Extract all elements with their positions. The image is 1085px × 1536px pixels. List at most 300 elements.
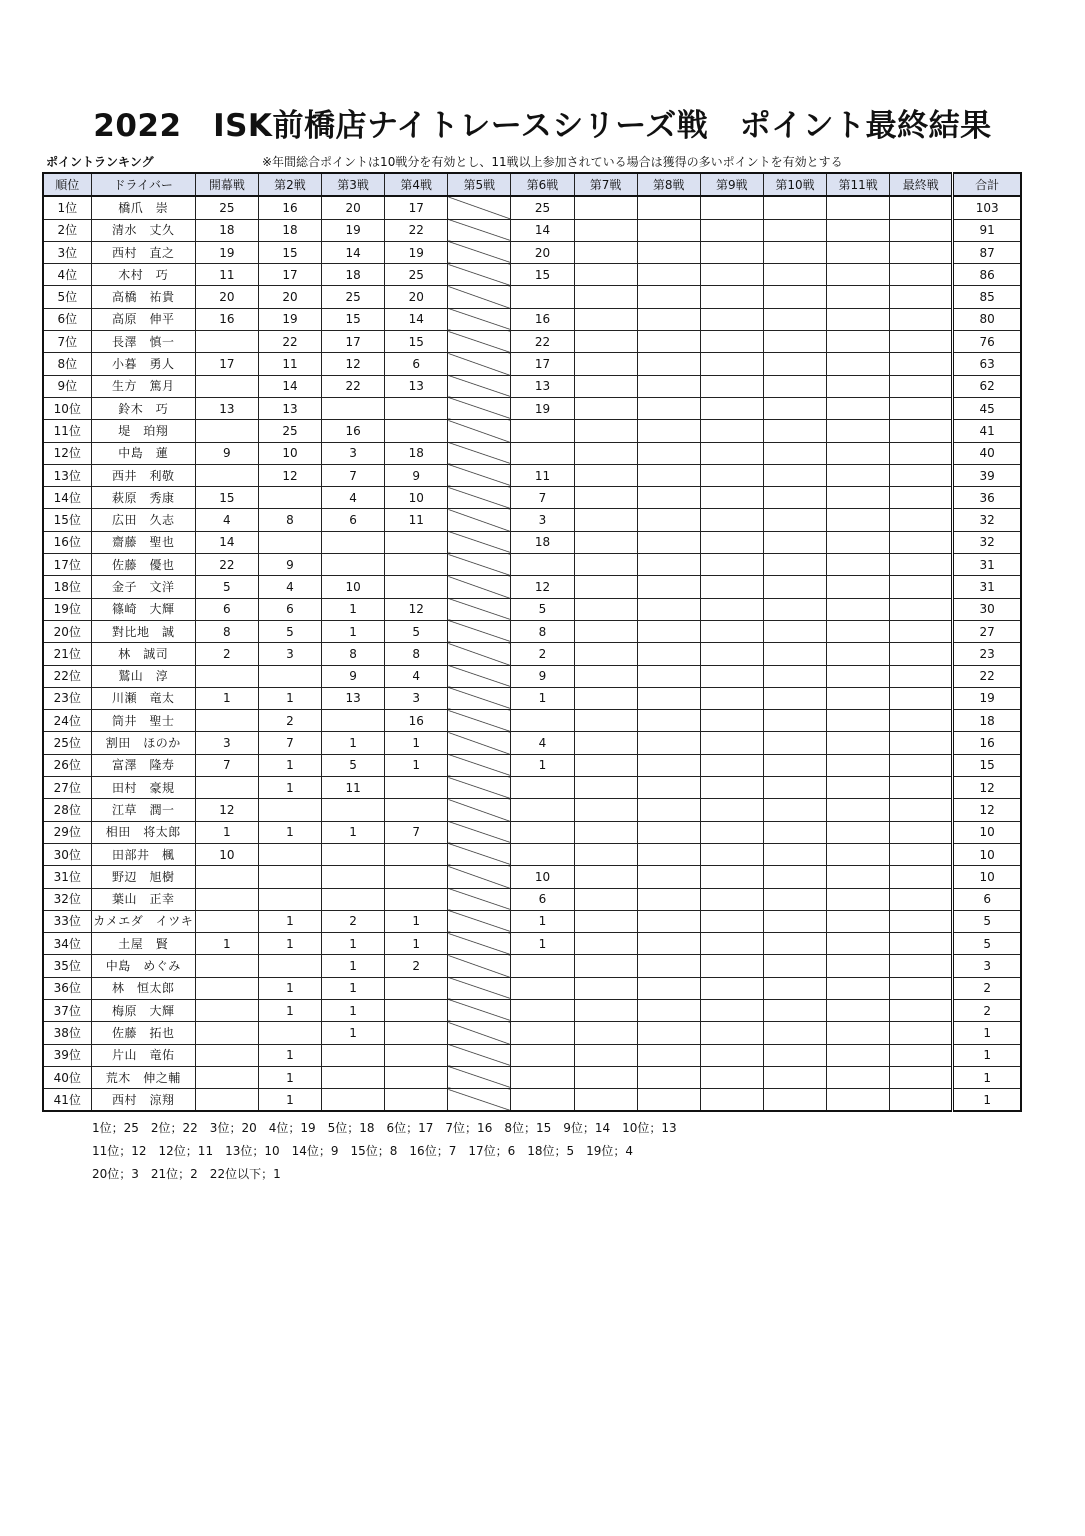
driver-name-cell: 鈴木 巧 <box>91 397 195 419</box>
rank-cell: 30位 <box>43 843 91 865</box>
race-5-cancelled-cell <box>448 665 511 687</box>
total-cell: 62 <box>953 375 1021 397</box>
points-cell <box>195 464 258 486</box>
points-cell <box>637 375 700 397</box>
points-cell <box>511 286 574 308</box>
total-cell: 39 <box>953 464 1021 486</box>
points-cell <box>890 710 953 732</box>
points-cell <box>700 955 763 977</box>
points-cell: 1 <box>258 977 321 999</box>
points-cell <box>700 375 763 397</box>
points-cell <box>827 933 890 955</box>
header-driver: ドライバー <box>91 173 195 196</box>
total-cell: 16 <box>953 732 1021 754</box>
points-cell <box>827 821 890 843</box>
points-cell <box>195 420 258 442</box>
points-cell <box>890 866 953 888</box>
points-cell <box>890 196 953 219</box>
points-cell: 8 <box>195 620 258 642</box>
table-row <box>43 196 1021 219</box>
points-cell: 6 <box>195 598 258 620</box>
points-cell <box>195 1066 258 1088</box>
table-row <box>43 665 1021 687</box>
points-cell <box>890 1066 953 1088</box>
points-cell <box>637 353 700 375</box>
driver-name-cell: 堤 珀翔 <box>91 420 195 442</box>
points-cell: 1 <box>258 754 321 776</box>
points-cell <box>827 843 890 865</box>
driver-name-cell: 片山 竜佑 <box>91 1044 195 1066</box>
points-cell <box>763 1089 826 1112</box>
table-row <box>43 353 1021 375</box>
table-row <box>43 286 1021 308</box>
points-cell <box>637 598 700 620</box>
points-cell <box>700 687 763 709</box>
total-cell: 27 <box>953 620 1021 642</box>
points-cell: 2 <box>511 643 574 665</box>
points-cell <box>700 977 763 999</box>
points-cell <box>763 286 826 308</box>
points-cell <box>890 732 953 754</box>
points-cell: 11 <box>511 464 574 486</box>
rank-cell: 18位 <box>43 576 91 598</box>
race-5-cancelled-cell <box>448 1044 511 1066</box>
points-cell <box>258 665 321 687</box>
points-cell <box>700 219 763 241</box>
table-row <box>43 397 1021 419</box>
points-cell <box>195 710 258 732</box>
points-cell <box>574 487 637 509</box>
points-cell <box>322 531 385 553</box>
rank-cell: 32位 <box>43 888 91 910</box>
points-cell <box>827 264 890 286</box>
points-cell: 6 <box>322 509 385 531</box>
points-cell <box>637 464 700 486</box>
points-cell <box>574 843 637 865</box>
points-cell <box>385 531 448 553</box>
table-row <box>43 264 1021 286</box>
points-cell <box>890 888 953 910</box>
points-cell <box>511 442 574 464</box>
rank-cell: 14位 <box>43 487 91 509</box>
points-cell <box>890 442 953 464</box>
points-cell <box>385 977 448 999</box>
points-cell <box>763 821 826 843</box>
points-cell: 16 <box>385 710 448 732</box>
table-row <box>43 219 1021 241</box>
points-cell: 16 <box>258 196 321 219</box>
points-cell <box>700 598 763 620</box>
points-cell: 18 <box>322 264 385 286</box>
rank-cell: 19位 <box>43 598 91 620</box>
points-cell <box>385 999 448 1021</box>
points-cell: 15 <box>385 331 448 353</box>
points-cell: 2 <box>258 710 321 732</box>
total-cell: 12 <box>953 777 1021 799</box>
table-row <box>43 487 1021 509</box>
rank-cell: 5位 <box>43 286 91 308</box>
points-cell <box>574 598 637 620</box>
driver-name-cell: 葉山 正幸 <box>91 888 195 910</box>
race-5-cancelled-cell <box>448 888 511 910</box>
driver-name-cell: 小暮 勇人 <box>91 353 195 375</box>
table-row <box>43 375 1021 397</box>
rank-cell: 15位 <box>43 509 91 531</box>
points-cell: 3 <box>511 509 574 531</box>
points-cell <box>637 910 700 932</box>
points-cell: 25 <box>385 264 448 286</box>
rank-cell: 6位 <box>43 308 91 330</box>
points-cell: 19 <box>511 397 574 419</box>
points-cell <box>637 1089 700 1112</box>
total-cell: 63 <box>953 353 1021 375</box>
points-cell: 18 <box>511 531 574 553</box>
points-cell <box>574 509 637 531</box>
points-cell <box>637 286 700 308</box>
points-cell <box>763 331 826 353</box>
points-legend-line-3: 20位；3 21位；2 22位以下；1 <box>92 1167 281 1181</box>
points-cell: 4 <box>511 732 574 754</box>
race-5-cancelled-cell <box>448 331 511 353</box>
points-cell <box>385 1089 448 1112</box>
table-row <box>43 687 1021 709</box>
points-cell: 5 <box>258 620 321 642</box>
points-cell: 17 <box>511 353 574 375</box>
points-cell <box>511 1044 574 1066</box>
points-cell <box>700 910 763 932</box>
points-cell: 25 <box>195 196 258 219</box>
driver-name-cell: 木村 巧 <box>91 264 195 286</box>
total-cell: 40 <box>953 442 1021 464</box>
points-cell: 11 <box>258 353 321 375</box>
points-cell <box>385 420 448 442</box>
points-cell <box>637 955 700 977</box>
points-cell <box>890 241 953 263</box>
points-cell: 13 <box>195 397 258 419</box>
total-cell: 1 <box>953 1022 1021 1044</box>
points-cell <box>700 710 763 732</box>
points-cell <box>827 420 890 442</box>
table-row <box>43 977 1021 999</box>
points-cell <box>637 554 700 576</box>
points-cell <box>322 397 385 419</box>
points-cell <box>637 196 700 219</box>
points-cell <box>827 977 890 999</box>
points-cell: 2 <box>195 643 258 665</box>
race-5-cancelled-cell <box>448 1066 511 1088</box>
header-total: 合計 <box>953 173 1021 196</box>
driver-name-cell: 川瀬 竜太 <box>91 687 195 709</box>
race-5-cancelled-cell <box>448 531 511 553</box>
total-cell: 22 <box>953 665 1021 687</box>
points-cell: 13 <box>511 375 574 397</box>
points-cell <box>700 799 763 821</box>
points-cell: 9 <box>258 554 321 576</box>
points-cell <box>827 1066 890 1088</box>
points-cell <box>637 1044 700 1066</box>
points-cell: 14 <box>385 308 448 330</box>
total-cell: 18 <box>953 710 1021 732</box>
points-cell <box>637 308 700 330</box>
points-cell <box>258 1022 321 1044</box>
table-row <box>43 620 1021 642</box>
points-cell <box>827 1044 890 1066</box>
race-5-cancelled-cell <box>448 777 511 799</box>
points-cell <box>700 732 763 754</box>
race-5-cancelled-cell <box>448 643 511 665</box>
total-cell: 76 <box>953 331 1021 353</box>
header-race-1: 開幕戦 <box>195 173 258 196</box>
points-cell <box>763 576 826 598</box>
points-cell <box>637 531 700 553</box>
points-cell <box>574 331 637 353</box>
points-cell <box>574 554 637 576</box>
driver-name-cell: 橋爪 崇 <box>91 196 195 219</box>
points-cell: 12 <box>511 576 574 598</box>
points-cell <box>258 843 321 865</box>
table-row <box>43 554 1021 576</box>
points-cell: 6 <box>511 888 574 910</box>
points-cell: 13 <box>322 687 385 709</box>
points-cell <box>827 487 890 509</box>
header-race-2: 第2戦 <box>258 173 321 196</box>
points-cell <box>195 665 258 687</box>
rank-cell: 8位 <box>43 353 91 375</box>
section-label: ポイントランキング <box>46 155 154 169</box>
points-cell: 22 <box>511 331 574 353</box>
points-cell: 13 <box>385 375 448 397</box>
points-cell: 17 <box>258 264 321 286</box>
points-cell <box>574 710 637 732</box>
table-row <box>43 331 1021 353</box>
points-cell <box>637 397 700 419</box>
points-cell <box>700 196 763 219</box>
rank-cell: 36位 <box>43 977 91 999</box>
points-cell <box>637 643 700 665</box>
points-cell <box>700 843 763 865</box>
points-cell <box>763 866 826 888</box>
points-cell <box>890 977 953 999</box>
driver-name-cell: 中島 めぐみ <box>91 955 195 977</box>
ranking-table <box>42 172 1022 1112</box>
points-cell <box>637 487 700 509</box>
driver-name-cell: 鷲山 淳 <box>91 665 195 687</box>
points-cell: 10 <box>511 866 574 888</box>
header-race-9: 第9戦 <box>700 173 763 196</box>
points-cell <box>258 888 321 910</box>
points-cell <box>827 955 890 977</box>
rank-cell: 10位 <box>43 397 91 419</box>
points-cell: 19 <box>322 219 385 241</box>
table-row <box>43 1089 1021 1112</box>
points-cell <box>890 598 953 620</box>
points-cell <box>890 554 953 576</box>
driver-name-cell: 林 誠司 <box>91 643 195 665</box>
points-cell <box>385 1066 448 1088</box>
race-5-cancelled-cell <box>448 241 511 263</box>
points-cell: 3 <box>322 442 385 464</box>
points-cell: 11 <box>385 509 448 531</box>
total-cell: 91 <box>953 219 1021 241</box>
points-cell <box>890 576 953 598</box>
points-cell <box>258 531 321 553</box>
rank-cell: 21位 <box>43 643 91 665</box>
points-cell <box>574 375 637 397</box>
table-row <box>43 308 1021 330</box>
rank-cell: 38位 <box>43 1022 91 1044</box>
points-cell: 17 <box>195 353 258 375</box>
points-cell: 14 <box>511 219 574 241</box>
points-cell <box>827 241 890 263</box>
driver-name-cell: 梅原 大輝 <box>91 999 195 1021</box>
points-cell <box>827 777 890 799</box>
total-cell: 32 <box>953 531 1021 553</box>
points-cell <box>700 1022 763 1044</box>
points-cell: 5 <box>322 754 385 776</box>
points-cell <box>574 576 637 598</box>
points-cell <box>700 777 763 799</box>
points-cell <box>890 1022 953 1044</box>
points-cell: 2 <box>385 955 448 977</box>
points-cell <box>827 509 890 531</box>
points-cell <box>700 1044 763 1066</box>
points-cell <box>890 286 953 308</box>
total-cell: 2 <box>953 999 1021 1021</box>
rank-cell: 24位 <box>43 710 91 732</box>
points-cell <box>827 442 890 464</box>
points-cell <box>195 777 258 799</box>
header-race-5: 第5戦 <box>448 173 511 196</box>
points-cell <box>763 531 826 553</box>
total-cell: 31 <box>953 576 1021 598</box>
points-cell <box>763 375 826 397</box>
points-cell: 19 <box>195 241 258 263</box>
points-cell <box>763 933 826 955</box>
points-cell <box>700 509 763 531</box>
race-5-cancelled-cell <box>448 710 511 732</box>
points-cell <box>763 843 826 865</box>
points-cell: 1 <box>258 910 321 932</box>
rank-cell: 4位 <box>43 264 91 286</box>
points-cell: 10 <box>322 576 385 598</box>
total-cell: 103 <box>953 196 1021 219</box>
points-cell <box>574 219 637 241</box>
points-cell <box>574 955 637 977</box>
points-cell: 20 <box>511 241 574 263</box>
header-rank: 順位 <box>43 173 91 196</box>
total-cell: 15 <box>953 754 1021 776</box>
total-cell: 5 <box>953 910 1021 932</box>
points-cell <box>827 464 890 486</box>
points-cell <box>322 799 385 821</box>
points-cell: 1 <box>385 732 448 754</box>
rank-cell: 3位 <box>43 241 91 263</box>
points-cell <box>700 264 763 286</box>
points-cell <box>890 420 953 442</box>
points-cell: 1 <box>258 821 321 843</box>
points-cell <box>574 687 637 709</box>
points-cell <box>574 442 637 464</box>
points-cell <box>827 866 890 888</box>
points-cell <box>574 397 637 419</box>
points-cell: 1 <box>511 754 574 776</box>
points-cell: 1 <box>322 977 385 999</box>
points-cell <box>890 1089 953 1112</box>
points-cell: 15 <box>511 264 574 286</box>
points-cell <box>763 999 826 1021</box>
points-cell <box>890 799 953 821</box>
rank-cell: 13位 <box>43 464 91 486</box>
points-cell: 1 <box>195 933 258 955</box>
driver-name-cell: 西村 直之 <box>91 241 195 263</box>
rank-cell: 12位 <box>43 442 91 464</box>
total-cell: 86 <box>953 264 1021 286</box>
total-cell: 41 <box>953 420 1021 442</box>
points-cell <box>574 888 637 910</box>
driver-name-cell: 金子 文洋 <box>91 576 195 598</box>
table-row <box>43 866 1021 888</box>
points-cell: 1 <box>322 732 385 754</box>
driver-name-cell: 林 恒太郎 <box>91 977 195 999</box>
points-cell: 1 <box>195 687 258 709</box>
points-cell: 5 <box>195 576 258 598</box>
points-cell: 4 <box>195 509 258 531</box>
driver-name-cell: 西村 涼翔 <box>91 1089 195 1112</box>
points-cell <box>827 308 890 330</box>
points-cell <box>385 888 448 910</box>
rank-cell: 31位 <box>43 866 91 888</box>
points-cell <box>700 999 763 1021</box>
points-cell <box>322 866 385 888</box>
total-cell: 19 <box>953 687 1021 709</box>
points-cell: 8 <box>385 643 448 665</box>
points-cell: 22 <box>195 554 258 576</box>
points-cell <box>637 977 700 999</box>
points-cell: 15 <box>322 308 385 330</box>
points-cell <box>763 754 826 776</box>
points-cell <box>511 710 574 732</box>
table-row <box>43 710 1021 732</box>
race-5-cancelled-cell <box>448 843 511 865</box>
points-cell: 17 <box>322 331 385 353</box>
points-cell <box>890 955 953 977</box>
points-cell <box>763 977 826 999</box>
points-cell: 19 <box>385 241 448 263</box>
points-cell: 6 <box>258 598 321 620</box>
points-cell <box>511 1066 574 1088</box>
points-cell <box>827 331 890 353</box>
page-title: 2022 ISK前橋店ナイトレースシリーズ戦 ポイント最終結果 <box>93 108 992 144</box>
points-cell: 12 <box>322 353 385 375</box>
points-cell <box>827 1022 890 1044</box>
points-cell: 1 <box>511 933 574 955</box>
points-cell: 1 <box>258 999 321 1021</box>
points-cell <box>574 799 637 821</box>
rank-cell: 27位 <box>43 777 91 799</box>
driver-name-cell: 田部井 楓 <box>91 843 195 865</box>
points-cell <box>890 821 953 843</box>
points-cell: 8 <box>258 509 321 531</box>
points-cell <box>574 977 637 999</box>
total-cell: 31 <box>953 554 1021 576</box>
total-cell: 45 <box>953 397 1021 419</box>
points-cell: 12 <box>195 799 258 821</box>
points-cell <box>827 754 890 776</box>
race-5-cancelled-cell <box>448 732 511 754</box>
rank-cell: 1位 <box>43 196 91 219</box>
points-cell <box>763 241 826 263</box>
points-cell <box>890 665 953 687</box>
